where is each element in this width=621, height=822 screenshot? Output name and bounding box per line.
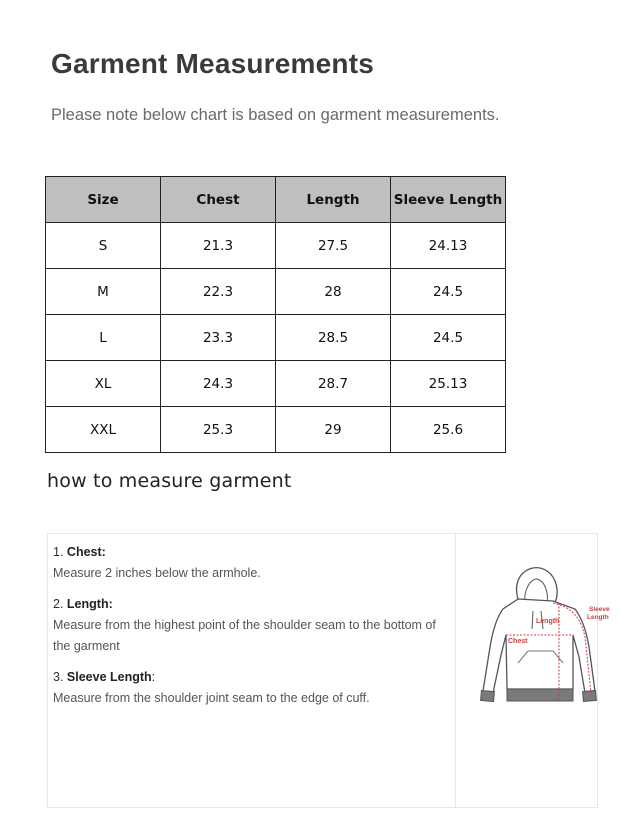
step-label: Length: xyxy=(66,597,113,611)
diagram-label-sleeve: Sleeve xyxy=(589,606,610,613)
cell-length: 28.7 xyxy=(276,361,391,407)
cell-chest: 23.3 xyxy=(161,315,276,361)
cell-sleeve-length: 25.6 xyxy=(391,407,506,453)
size-chart-table xyxy=(45,176,506,453)
cell-sleeve-length: 24.13 xyxy=(391,223,506,269)
measurement-steps xyxy=(53,542,448,719)
diagram-label-length: Length xyxy=(536,618,560,625)
cell-sleeve-length: 24.5 xyxy=(391,315,506,361)
cell-sleeve-length: 24.5 xyxy=(391,269,506,315)
diagram-label-chest: Chest xyxy=(508,638,528,645)
step-sleeve-length xyxy=(53,667,448,709)
table-row xyxy=(46,361,506,407)
step-label: Sleeve Length xyxy=(66,670,152,684)
hoodie-waistband xyxy=(507,689,573,701)
cell-sleeve-length: 25.13 xyxy=(391,361,506,407)
cell-chest: 24.3 xyxy=(161,361,276,407)
measurement-guide-box xyxy=(47,533,610,808)
header-length: Length xyxy=(276,177,391,223)
chart-note: Please note below chart is based on garment measurements. xyxy=(51,106,500,124)
cell-length: 29 xyxy=(276,407,391,453)
table-row xyxy=(46,315,506,361)
table-row xyxy=(46,269,506,315)
page-title: Garment Measurements xyxy=(51,48,375,79)
how-to-measure-heading: how to measure garment xyxy=(47,470,292,492)
hoodie-cuff xyxy=(583,690,597,701)
header-size: Size xyxy=(46,177,161,223)
box-divider xyxy=(455,534,456,807)
table-row xyxy=(46,407,506,453)
cell-size: M xyxy=(46,269,161,315)
step-number: 1. xyxy=(53,545,64,559)
step-label-suffix: : xyxy=(151,670,156,684)
hoodie-body xyxy=(483,599,595,693)
cell-length: 28 xyxy=(276,269,391,315)
step-text: Measure from the highest point of the shoulder seam to the bottom of the garment xyxy=(53,618,436,653)
cell-length: 27.5 xyxy=(276,223,391,269)
hoodie-diagram xyxy=(473,559,610,714)
table-header-row xyxy=(46,177,506,223)
cell-size: XL xyxy=(46,361,161,407)
step-chest xyxy=(53,542,448,584)
hoodie-cuff xyxy=(481,690,495,701)
cell-size: S xyxy=(46,223,161,269)
cell-chest: 22.3 xyxy=(161,269,276,315)
step-number: 2. xyxy=(53,597,64,611)
cell-size: XXL xyxy=(46,407,161,453)
step-label: Chest: xyxy=(66,545,106,559)
step-text: Measure 2 inches below the armhole. xyxy=(53,566,261,580)
header-sleeve-length: Sleeve Length xyxy=(391,177,506,223)
diagram-label-sleeve-length: Length xyxy=(587,614,609,621)
cell-length: 28.5 xyxy=(276,315,391,361)
header-chest: Chest xyxy=(161,177,276,223)
cell-chest: 25.3 xyxy=(161,407,276,453)
step-length xyxy=(53,594,448,657)
table-row xyxy=(46,223,506,269)
cell-size: L xyxy=(46,315,161,361)
step-number: 3. xyxy=(53,670,64,684)
step-text: Measure from the shoulder joint seam to the edge of cuff. xyxy=(53,691,370,705)
cell-chest: 21.3 xyxy=(161,223,276,269)
